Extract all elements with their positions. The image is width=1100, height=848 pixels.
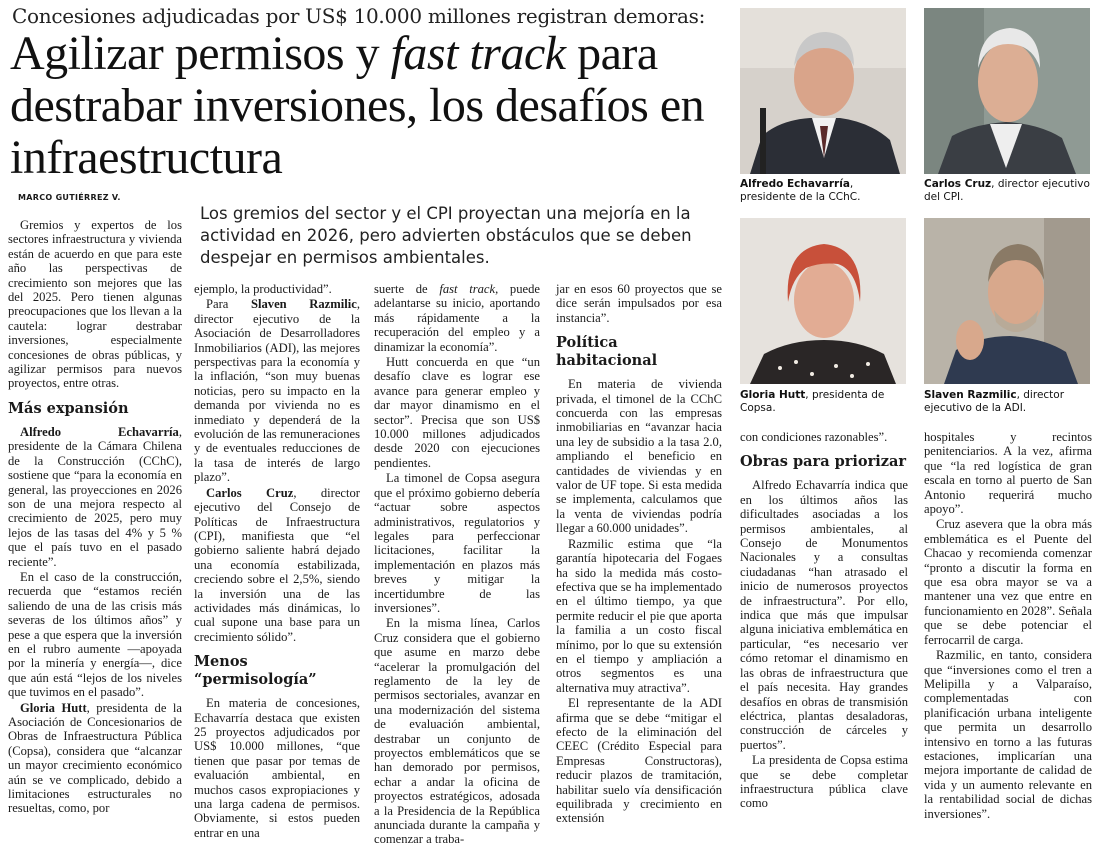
headline: Agilizar permisos y fast track para destrabar inversiones, los desafíos en infraestructura — [10, 27, 705, 184]
paragraph: suerte de fast track, puede adelantarse su inicio, aportando más rápidamente a la recuperación del empleo y a dinamizar la economía”. — [374, 282, 540, 354]
caption-slaven-razmilic: Slaven Razmilic, director ejecutivo de la ADI. — [924, 389, 1065, 414]
paragraph: En el caso de la construcción, recuerda que “estamos recién saliendo de una de las crisis más severas de los últimos años” y pese a que espera que la inversión en el rubro aumente —apoyada por la minería y energía—, dice que aún está “lejos de los niveles que tuvimos en el pasado”. — [8, 569, 182, 700]
column-5 — [740, 430, 908, 812]
column-6 — [924, 430, 1092, 822]
paragraph: Razmilic, en tanto, considera que “inversiones como el tren a Melipilla y a Valparaíso, complementadas con planificación urbana inteligente que permita un desarrollo intensivo en torno a las futuras estaciones, implicarían una mejora importante de calidad de vida y un aumento relevante en la rentabilidad social de dichas inversiones”. — [924, 648, 1092, 821]
paragraph: Cruz asevera que la obra más emblemática es el Puente del Chacao y recomienda comenzar “pronto a discutir la forma en que esa obra mayor se va a mantener una vez que entre en funcionamiento en 2028”. Señala que se debe potenciar el ferrocarril de carga. — [924, 517, 1092, 647]
caption-alfredo-echavarria: Alfredo Echavarría, presidente de la CChC. — [740, 178, 861, 203]
paragraph: Para Slaven Razmilic, director ejecutivo de la Asociación de Desarrolladores Inmobiliarios (ADI), las mejores perspectivas para la economía y la inflación, “son muy buenas noticias, pero su impacto en la demanda por vivienda no es inmediato y dependerá de la evolución de las remuneraciones y de eventuales reducciones de la tasa de interés de largo plazo”. — [194, 297, 360, 485]
paragraph: El representante de la ADI afirma que se debe “mitigar el efecto de la eliminación del CEEC (Crédito Especial para Empresas Constructoras), reducir plazos de tramitación, habilitar suelo vía densificación equilibrada y crecimiento en extensión — [556, 696, 722, 826]
heading-obras-para-priorizar: Obras para priorizar — [740, 453, 907, 471]
paragraph: jar en esos 60 proyectos que se dice serán impulsados por esa instancia”. — [556, 282, 722, 325]
column-4 — [556, 282, 722, 827]
paragraph: ejemplo, la productividad”. — [194, 282, 332, 296]
photo-alfredo-echavarria — [740, 8, 906, 174]
paragraph: En materia de concesiones, Echavarría destaca que existen 25 proyectos adjudicados por US$ 10.000 millones, “que tienen que pasar por temas de evaluación ambiental, en muchos casos expropiaciones y una larga cadena de permisos. Obviamente, si estos pueden entrar en una — [194, 696, 360, 840]
deck: Los gremios del sector y el CPI proyectan una mejoría en la actividad en 2026, pero advierten obstáculos que se deben despejar en permisos ambientales. — [200, 204, 692, 267]
paragraph: La timonel de Copsa asegura que el próximo gobierno debería “actuar sobre aspectos administrativos, regulatorios y legales para perfeccionar licitaciones, facilitar la implementación en plazos más breves y mitigar la incertidumbre de las inversiones”. — [374, 471, 540, 615]
heading-mas-expansion: Más expansión — [8, 399, 129, 417]
caption-gloria-hutt: Gloria Hutt, presidenta de Copsa. — [740, 389, 885, 414]
paragraph: En la misma línea, Carlos Cruz considera que el gobierno que asume en marzo debe “acelerar la promulgación del reglamento de la ley de permisos sectoriales, avanzar en una modernización del sistema de evaluación ambiental, destrabar un conjunto de proyectos emblemáticos que se han demorado por permisos, echar a andar la oficina de proyectos estratégicos, adosada a la Presidencia de la República anunciada durante la campaña y comenzar a traba- — [374, 616, 540, 847]
byline: MARCO GUTIÉRREZ V. — [18, 193, 121, 202]
paragraph: Alfredo Echavarría indica que en los últimos años las dificultades asociadas a los permisos ambientales, al Consejo de Monumentos Nacionales y a consultas ciudadanas “han atrasado el inicio de numerosos proyectos de infraestructura”. Por ello, indica que más que impulsar alguna iniciativa emblemática en particular, “es necesario ver cómo retomar el dinamismo en las obras de infraestructura que el país necesita. Hay grandes desafíos en obras de transmisión eléctrica, plantas desaladoras, construcción de cárceles y puertos”. — [740, 478, 908, 752]
photo-carlos-cruz — [924, 8, 1090, 174]
paragraph: Hutt concuerda en que “un desafío clave es lograr ese avance para generar empleo y dar mayor dinamismo en el sector”. Precisa que son US$ 10.000 millones adjudicados desde 2020 con ejecuciones pendientes. — [374, 355, 540, 470]
paragraph: Alfredo Echavarría, presidente de la Cámara Chilena de la Construcción (CChC), sostiene que “para la economía en general, las proyecciones en 2026 son de una mejora respecto al crecimiento de 2025, pero muy lejos de las tasas del 4% y 5 % que el país tuvo en el pasado reciente”. — [8, 424, 182, 569]
column-2 — [194, 282, 360, 841]
kicker: Concesiones adjudicadas por US$ 10.000 millones registran demoras: — [12, 4, 706, 28]
paragraph: Gloria Hutt, presidenta de la Asociación de Concesionarios de Obras de Infraestructura Pública (Copsa), considera que “alcanzar un mayor crecimiento económico aún se ve complicado, debido a limitaciones estructurales no resueltas, como, por — [8, 700, 182, 816]
paragraph: hospitales y recintos penitenciarios. A la vez, afirma que “la red logística de gran escala en torno al puerto de San Antonio requerirá mucho apoyo”. — [924, 430, 1092, 517]
paragraph: con condiciones razonables”. — [740, 430, 888, 444]
heading-politica-habitacional: Política habitacional — [556, 334, 658, 370]
column-1 — [8, 218, 182, 817]
caption-carlos-cruz: Carlos Cruz, director ejecutivo del CPI. — [924, 178, 1090, 203]
intro-paragraph: Gremios y expertos de los sectores infraestructura y vivienda están de acuerdo en que para este año las perspectivas de crecimiento son mejores que las del 2025. Pero tienen algunas preocupaciones que los llevan a la cautela: lograr destrabar inversiones, especialmente concesiones de obras públicas, y agilizar permisos para nuevos proyectos, entre otras. — [8, 218, 182, 391]
heading-menos-permisologia: Menos “permisología” — [194, 653, 317, 689]
column-3 — [374, 282, 540, 848]
photo-slaven-razmilic — [924, 218, 1090, 384]
paragraph: Carlos Cruz, director ejecutivo del Consejo de Políticas de Infraestructura (CPI), manifiesta que “el gobierno saliente habrá dejado una economía estabilizada, creciendo sobre el 2,5%, siendo la inversión una de las actividades más dinámicas, lo cual supone una base para un crecimiento sólido”. — [194, 485, 360, 644]
paragraph: La presidenta de Copsa estima que se debe completar infraestructura pública clave como — [740, 753, 908, 811]
paragraph: En materia de vivienda privada, el timonel de la CChC concuerda con las empresas inmobiliarias en “avanzar hacia una ley de subsidio a la tasa 2.0, ampliando el beneficio en cantidades de viviendas y en valor de UF tope. Si esta medida se implementa, calculamos que la venta de viviendas podría llegar a 60.000 unidades”. — [556, 377, 722, 536]
photo-gloria-hutt — [740, 218, 906, 384]
paragraph: Razmilic estima que “la garantía hipotecaria del Fogaes ha sido la medida más costo-efectiva que se ha implementado en el último tiempo, ya que permite reducir el pie que aporta la familia a un costo fiscal mínimo, por lo que su extensión en el tiempo y ampliación a otros segmentos es una alternativa muy atractiva”. — [556, 536, 722, 695]
